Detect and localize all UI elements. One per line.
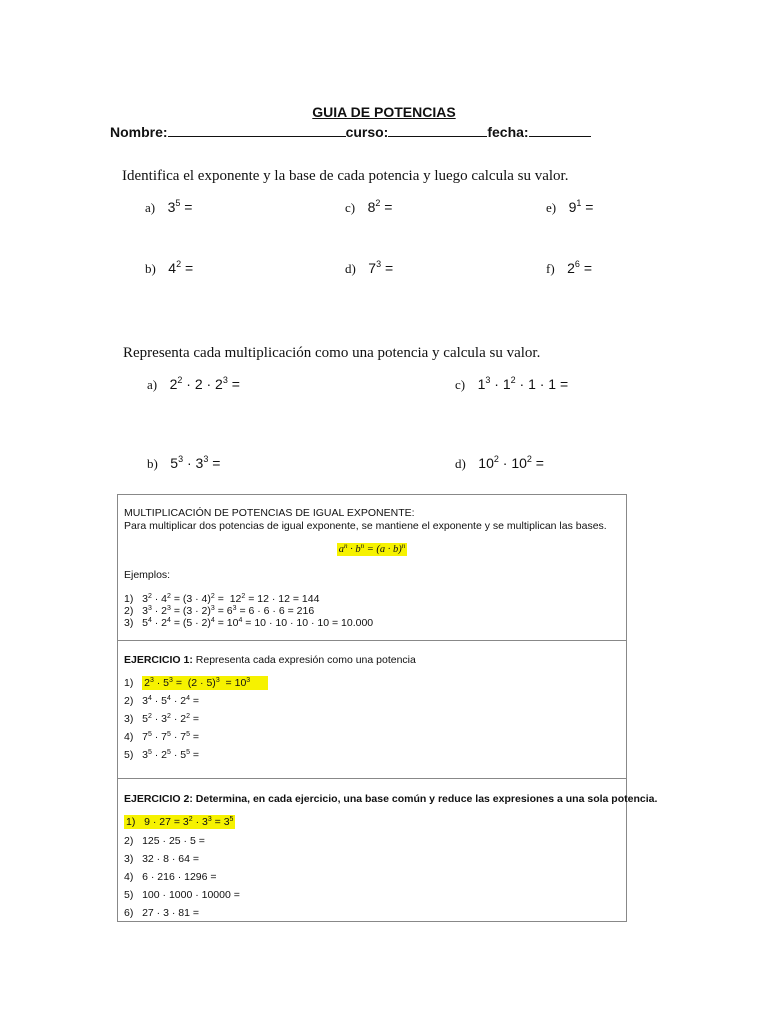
exercise2-title: EJERCICIO 2: Determina, en cada ejercicio, una base común y reduce las expresiones a una sola potencia. — [124, 793, 658, 805]
rule-title: MULTIPLICACIÓN DE POTENCIAS DE IGUAL EXPONENTE: — [124, 507, 415, 519]
rule-formula: $a^n \cdot b^n = (a \cdot b)^n$ — [338, 542, 406, 555]
rule-description: Para multiplicar dos potencias de igual exponente, se mantiene el exponente y se multiplican las bases. — [124, 520, 607, 532]
exercise1-title: EJERCICIO 1: Representa cada expresión como una potencia — [124, 654, 416, 666]
power-item-f: f) $2^6$ = — [546, 259, 593, 276]
example-3: 3) $5^4 \cdot 2^4 = (5 \cdot 2)^4 = 10^4 = 10 \cdot 10 \cdot 10 \cdot 10 = 10.000$ — [124, 617, 374, 629]
examples-label: Ejemplos: — [124, 569, 171, 581]
exercise2-item-5: 5) 100 · 1000 · 10000 = — [124, 889, 240, 901]
power-item-c: c) $8^2$ = — [345, 198, 393, 215]
exercise2-item-6: 6) 27 · 3 · 81 = — [124, 907, 199, 919]
power-item-b: b) $4^2$ = — [145, 259, 194, 276]
power-item-d: d) $7^3$ = — [345, 259, 394, 276]
nombre-label: Nombre: — [110, 124, 168, 140]
exercise1-item-1: 1) $2^3 \cdot 5^3 = (2 \cdot 5)^3 = 10^3$ — [124, 677, 268, 689]
exercise2-item-4: 4) 6 · 216 · 1296 = — [124, 871, 217, 883]
power-item-e: e) $9^1$ = — [546, 198, 594, 215]
curso-field[interactable] — [388, 122, 487, 137]
section1-instruction: Identifica el exponente y la base de cada potencia y luego calcula su valor. — [122, 168, 569, 184]
example-2: 2) $3^3 \cdot 2^3 = (3 \cdot 2)^3 = 6^3 = 6 \cdot 6 \cdot 6 = 216$ — [124, 605, 315, 617]
rule-box — [117, 494, 627, 641]
exercise1-item-5: 5) $3^5 \cdot 2^5 \cdot 5^5$ = — [124, 749, 200, 761]
exercise2-item-2: 2) 125 · 25 · 5 = — [124, 835, 205, 847]
exercise2-item-3: 3) 32 · 8 · 64 = — [124, 853, 199, 865]
curso-label: curso: — [345, 124, 389, 140]
exercise2-item-1: 1) $9 \cdot 27 = 3^2 \cdot 3^3 = 3^5$ — [126, 816, 234, 828]
exercise1-item-3: 3) $5^2 \cdot 3^2 \cdot 2^2$ = — [124, 713, 200, 725]
exercise1-item-4: 4) $7^5 \cdot 7^5 \cdot 7^5$ = — [124, 731, 200, 743]
example-1: 1) $3^2 \cdot 4^2 = (3 \cdot 4)^2 = 12^2 = 12 \cdot 12 = 144$ — [124, 593, 320, 605]
exercise1-box — [117, 640, 627, 779]
mult-item-a: a) $2^2 \cdot 2 \cdot 2^3$ = — [147, 375, 240, 392]
fecha-field[interactable] — [529, 122, 591, 137]
exercise2-box — [117, 778, 658, 922]
mult-item-c: c) $1^3 \cdot 1^2 \cdot 1 \cdot 1$ = — [455, 375, 569, 392]
section2-instruction: Representa cada multiplicación como una potencia y calcula su valor. — [123, 345, 541, 361]
student-info-line — [110, 122, 591, 140]
page-title: GUIA DE POTENCIAS — [312, 104, 456, 120]
exercise1-item-2: 2) $3^4 \cdot 5^4 \cdot 2^4$ = — [124, 695, 200, 707]
mult-item-d: d) $10^2 \cdot 10^2$ = — [455, 454, 544, 471]
power-item-a: a) $3^5$ = — [145, 198, 193, 215]
fecha-label: fecha: — [487, 124, 529, 140]
nombre-field[interactable] — [168, 122, 346, 137]
mult-item-b: b) $5^3 \cdot 3^3$ = — [147, 454, 221, 471]
